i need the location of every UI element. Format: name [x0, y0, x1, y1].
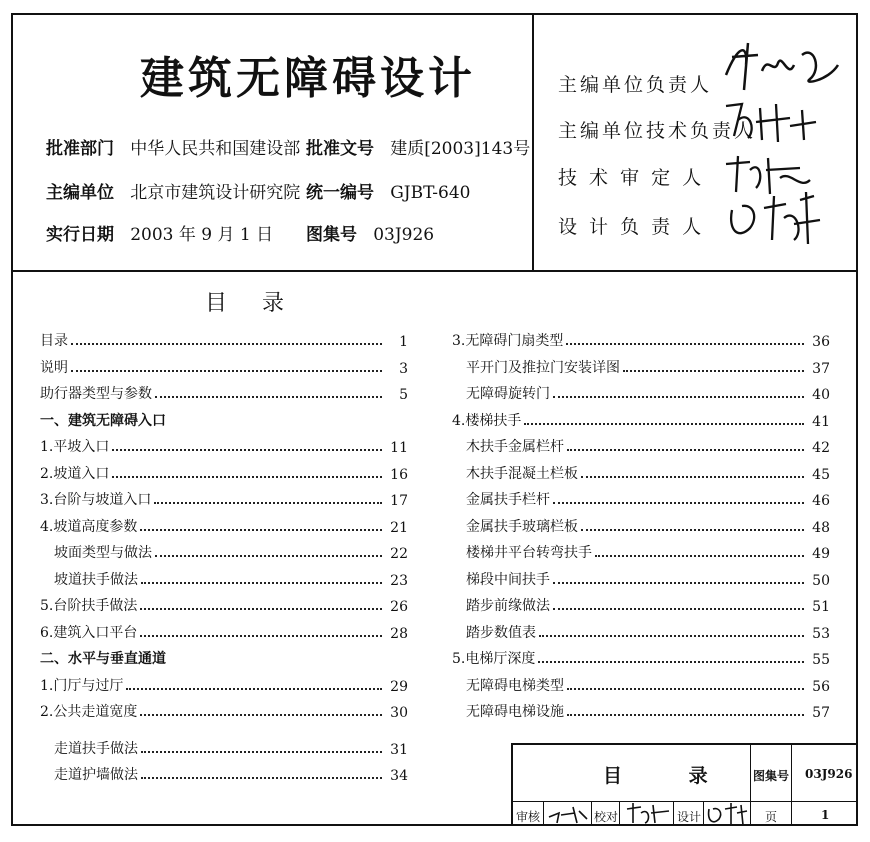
- toc-entry-page: 3: [399, 360, 408, 377]
- toc-entry: [40, 593, 408, 615]
- leader-dots: [567, 714, 804, 716]
- info-row-effective-date: 实行日期 2003 年 9 月 1 日: [46, 225, 274, 245]
- info-row-atlas-no: 图集号 03J926: [306, 225, 435, 245]
- toc-entry-label: 坡道扶手做法: [54, 571, 138, 588]
- toc-entry-label: 4.楼梯扶手: [452, 412, 522, 429]
- toc-entry: [466, 514, 830, 536]
- toc-entry-label: 5.台阶扶手做法: [40, 598, 138, 614]
- toc-entry-page: 28: [390, 625, 408, 642]
- toc-entry-label: 木扶手金属栏杆: [466, 439, 564, 455]
- title-block-vline: [543, 801, 544, 826]
- toc-entry-label: 无障碍旋转门: [466, 386, 550, 402]
- toc-entry: [466, 461, 830, 483]
- toc-entry-label: 目录: [40, 333, 68, 349]
- leader-dots: [567, 449, 804, 451]
- leader-dots: [567, 688, 804, 690]
- toc-entry: [452, 646, 830, 668]
- signature-image: [718, 35, 848, 95]
- toc-entry: [466, 355, 830, 377]
- toc-entry-label: 6.建筑入口平台: [40, 624, 138, 641]
- toc-entry: [40, 434, 408, 456]
- info-row-approval-no: 批准文号 建质[2003]143号: [306, 139, 531, 159]
- toc-entry-page: 51: [812, 599, 830, 615]
- toc-entry: [40, 673, 408, 695]
- toc-entry-label: 助行器类型与参数: [40, 386, 152, 402]
- toc-entry: [466, 381, 830, 403]
- leader-dots: [155, 555, 382, 557]
- toc-entry: [54, 762, 408, 784]
- toc-entry: [40, 514, 408, 536]
- toc-entry-label: 3.无障碍门扇类型: [452, 333, 564, 349]
- toc-entry-page: 11: [390, 440, 408, 456]
- leader-dots: [141, 777, 382, 779]
- toc-entry-page: 48: [812, 519, 830, 536]
- leader-dots: [539, 635, 804, 637]
- toc-entry-page: 53: [812, 625, 830, 642]
- leader-dots: [623, 370, 804, 372]
- signature-image: [623, 801, 671, 826]
- review-label: 审核: [516, 810, 541, 824]
- toc-entry-page: 49: [812, 546, 830, 562]
- toc-entry-page: 56: [812, 678, 830, 695]
- title-block-vline: [619, 801, 620, 826]
- toc-entry-page: 40: [812, 387, 830, 403]
- toc-entry-label: 1.平坡入口: [40, 439, 110, 455]
- leader-dots: [112, 476, 382, 478]
- toc-entry-label: 1.门厅与过厅: [40, 677, 124, 694]
- leader-dots: [141, 582, 382, 584]
- title-block-vline: [703, 801, 704, 826]
- leader-dots: [581, 529, 804, 531]
- leader-dots: [538, 661, 804, 663]
- leader-dots: [126, 688, 382, 690]
- toc-entry-label: 2.坡道入口: [40, 465, 110, 482]
- toc-entry: [466, 699, 830, 721]
- toc-entry-page: 5: [399, 387, 408, 403]
- toc-entry-page: 23: [390, 572, 408, 589]
- toc-entry-page: 34: [390, 768, 408, 784]
- document-title: 建筑无障碍设计: [140, 53, 476, 104]
- title-block: [511, 743, 858, 826]
- toc-entry-label: 踏步数值表: [466, 624, 536, 641]
- toc-entry: [466, 593, 830, 615]
- toc-entry: [466, 673, 830, 695]
- leader-dots: [112, 449, 382, 451]
- design-label: 设计: [677, 810, 702, 824]
- toc-section-heading: [40, 646, 408, 668]
- toc-entry-page: 1: [399, 334, 408, 350]
- leader-dots: [595, 555, 804, 557]
- toc-entry-label: 木扶手混凝土栏板: [466, 465, 578, 482]
- title-block-vline: [750, 745, 751, 826]
- toc-entry: [466, 620, 830, 642]
- toc-entry-page: 50: [812, 572, 830, 589]
- toc-entry-page: 29: [390, 678, 408, 695]
- leader-dots: [553, 582, 804, 584]
- info-row-unified-no: 统一编号 GJBT-640: [306, 183, 471, 203]
- leader-dots: [140, 529, 382, 531]
- toc-entry-label: 楼梯井平台转弯扶手: [466, 545, 592, 561]
- toc-entry: [466, 434, 830, 456]
- toc-entry: [40, 355, 408, 377]
- leader-dots: [155, 396, 382, 398]
- leader-dots: [154, 502, 382, 504]
- toc-entry-label: 二、水平与垂直通道: [40, 651, 166, 667]
- page-label: 页: [765, 810, 778, 824]
- info-row-editor: 主编单位 北京市建筑设计研究院: [46, 183, 301, 203]
- toc-entry: [40, 328, 408, 350]
- toc-entry: [40, 699, 408, 721]
- toc-entry: [40, 620, 408, 642]
- toc-entry: [466, 487, 830, 509]
- toc-entry-label: 坡面类型与做法: [54, 545, 152, 561]
- leader-dots: [581, 476, 804, 478]
- toc-entry: [40, 381, 408, 403]
- toc-entry: [452, 328, 830, 350]
- check-label: 校对: [594, 810, 619, 824]
- leader-dots: [71, 370, 382, 372]
- leader-dots: [140, 635, 382, 637]
- toc-entry-page: 37: [812, 360, 830, 377]
- signature-image: [720, 96, 830, 146]
- toc-title: 目 录: [205, 291, 298, 316]
- leader-dots: [141, 751, 382, 753]
- toc-entry-label: 4.坡道高度参数: [40, 518, 138, 535]
- title-block-vline: [791, 745, 792, 826]
- title-block-name: 目 录: [603, 765, 738, 787]
- toc-entry: [54, 567, 408, 589]
- signature-image: [724, 188, 824, 250]
- responsible-tech: 主编单位技术负责人: [558, 120, 757, 142]
- toc-entry-label: 3.台阶与坡道入口: [40, 492, 152, 508]
- toc-entry: [466, 540, 830, 562]
- toc-entry-page: 22: [390, 546, 408, 562]
- toc-entry-label: 走道扶手做法: [54, 740, 138, 757]
- toc-entry: [54, 540, 408, 562]
- atlas-number: 03J926: [805, 767, 853, 781]
- leader-dots: [553, 502, 804, 504]
- toc-entry-page: 26: [390, 599, 408, 615]
- title-block-vline: [591, 801, 592, 826]
- responsible-designer: 设 计 负 责 人: [558, 216, 705, 238]
- toc-entry: [452, 408, 830, 430]
- toc-entry-label: 2.公共走道宽度: [40, 704, 138, 720]
- toc-entry-page: 41: [812, 413, 830, 430]
- toc-entry-page: 45: [812, 466, 830, 483]
- header-vertical-divider: [532, 13, 534, 271]
- toc-entry: [40, 461, 408, 483]
- toc-entry-page: 36: [812, 334, 830, 350]
- signature-image: [547, 803, 589, 825]
- toc-entry-label: 5.电梯厅深度: [452, 651, 536, 667]
- toc-entry-label: 踏步前缘做法: [466, 598, 550, 614]
- toc-entry-page: 21: [390, 519, 408, 536]
- toc-entry-page: 17: [390, 493, 408, 509]
- toc-entry-label: 走道护墙做法: [54, 767, 138, 783]
- title-block-vline: [673, 801, 674, 826]
- atlas-label: 图集号: [753, 769, 790, 783]
- toc-entry-page: 42: [812, 440, 830, 456]
- toc-entry: [54, 736, 408, 758]
- toc-entry-page: 31: [390, 741, 408, 758]
- toc-entry-label: 金属扶手玻璃栏板: [466, 518, 578, 535]
- leader-dots: [140, 714, 382, 716]
- toc-entry-label: 一、建筑无障碍入口: [40, 412, 166, 429]
- toc-entry-page: 16: [390, 466, 408, 483]
- responsible-reviewer: 技 术 审 定 人: [558, 167, 705, 189]
- toc-entry-page: 30: [390, 705, 408, 721]
- toc-section-heading: [40, 408, 408, 430]
- toc-entry: [40, 487, 408, 509]
- responsible-chief-unit: 主编单位负责人: [558, 74, 713, 96]
- toc-entry-label: 无障碍电梯设施: [466, 704, 564, 720]
- leader-dots: [566, 343, 804, 345]
- leader-dots: [553, 396, 804, 398]
- toc-entry-label: 平开门及推拉门安装详图: [466, 359, 620, 376]
- header-divider: [11, 270, 858, 272]
- toc-entry-label: 无障碍电梯类型: [466, 677, 564, 694]
- page-number: 1: [821, 808, 830, 822]
- toc-entry-page: 46: [812, 493, 830, 509]
- leader-dots: [524, 423, 804, 425]
- toc-entry: [466, 567, 830, 589]
- toc-entry-page: 55: [812, 652, 830, 668]
- leader-dots: [140, 608, 382, 610]
- leader-dots: [553, 608, 804, 610]
- signature-image: [705, 801, 749, 826]
- leader-dots: [71, 343, 382, 345]
- toc-entry-label: 梯段中间扶手: [466, 571, 550, 588]
- toc-entry-label: 金属扶手栏杆: [466, 492, 550, 508]
- toc-entry-page: 57: [812, 705, 830, 721]
- title-block-divider: [513, 801, 858, 802]
- toc-entry-label: 说明: [40, 359, 68, 376]
- info-row-approval: 批准部门 中华人民共和国建设部: [46, 139, 301, 159]
